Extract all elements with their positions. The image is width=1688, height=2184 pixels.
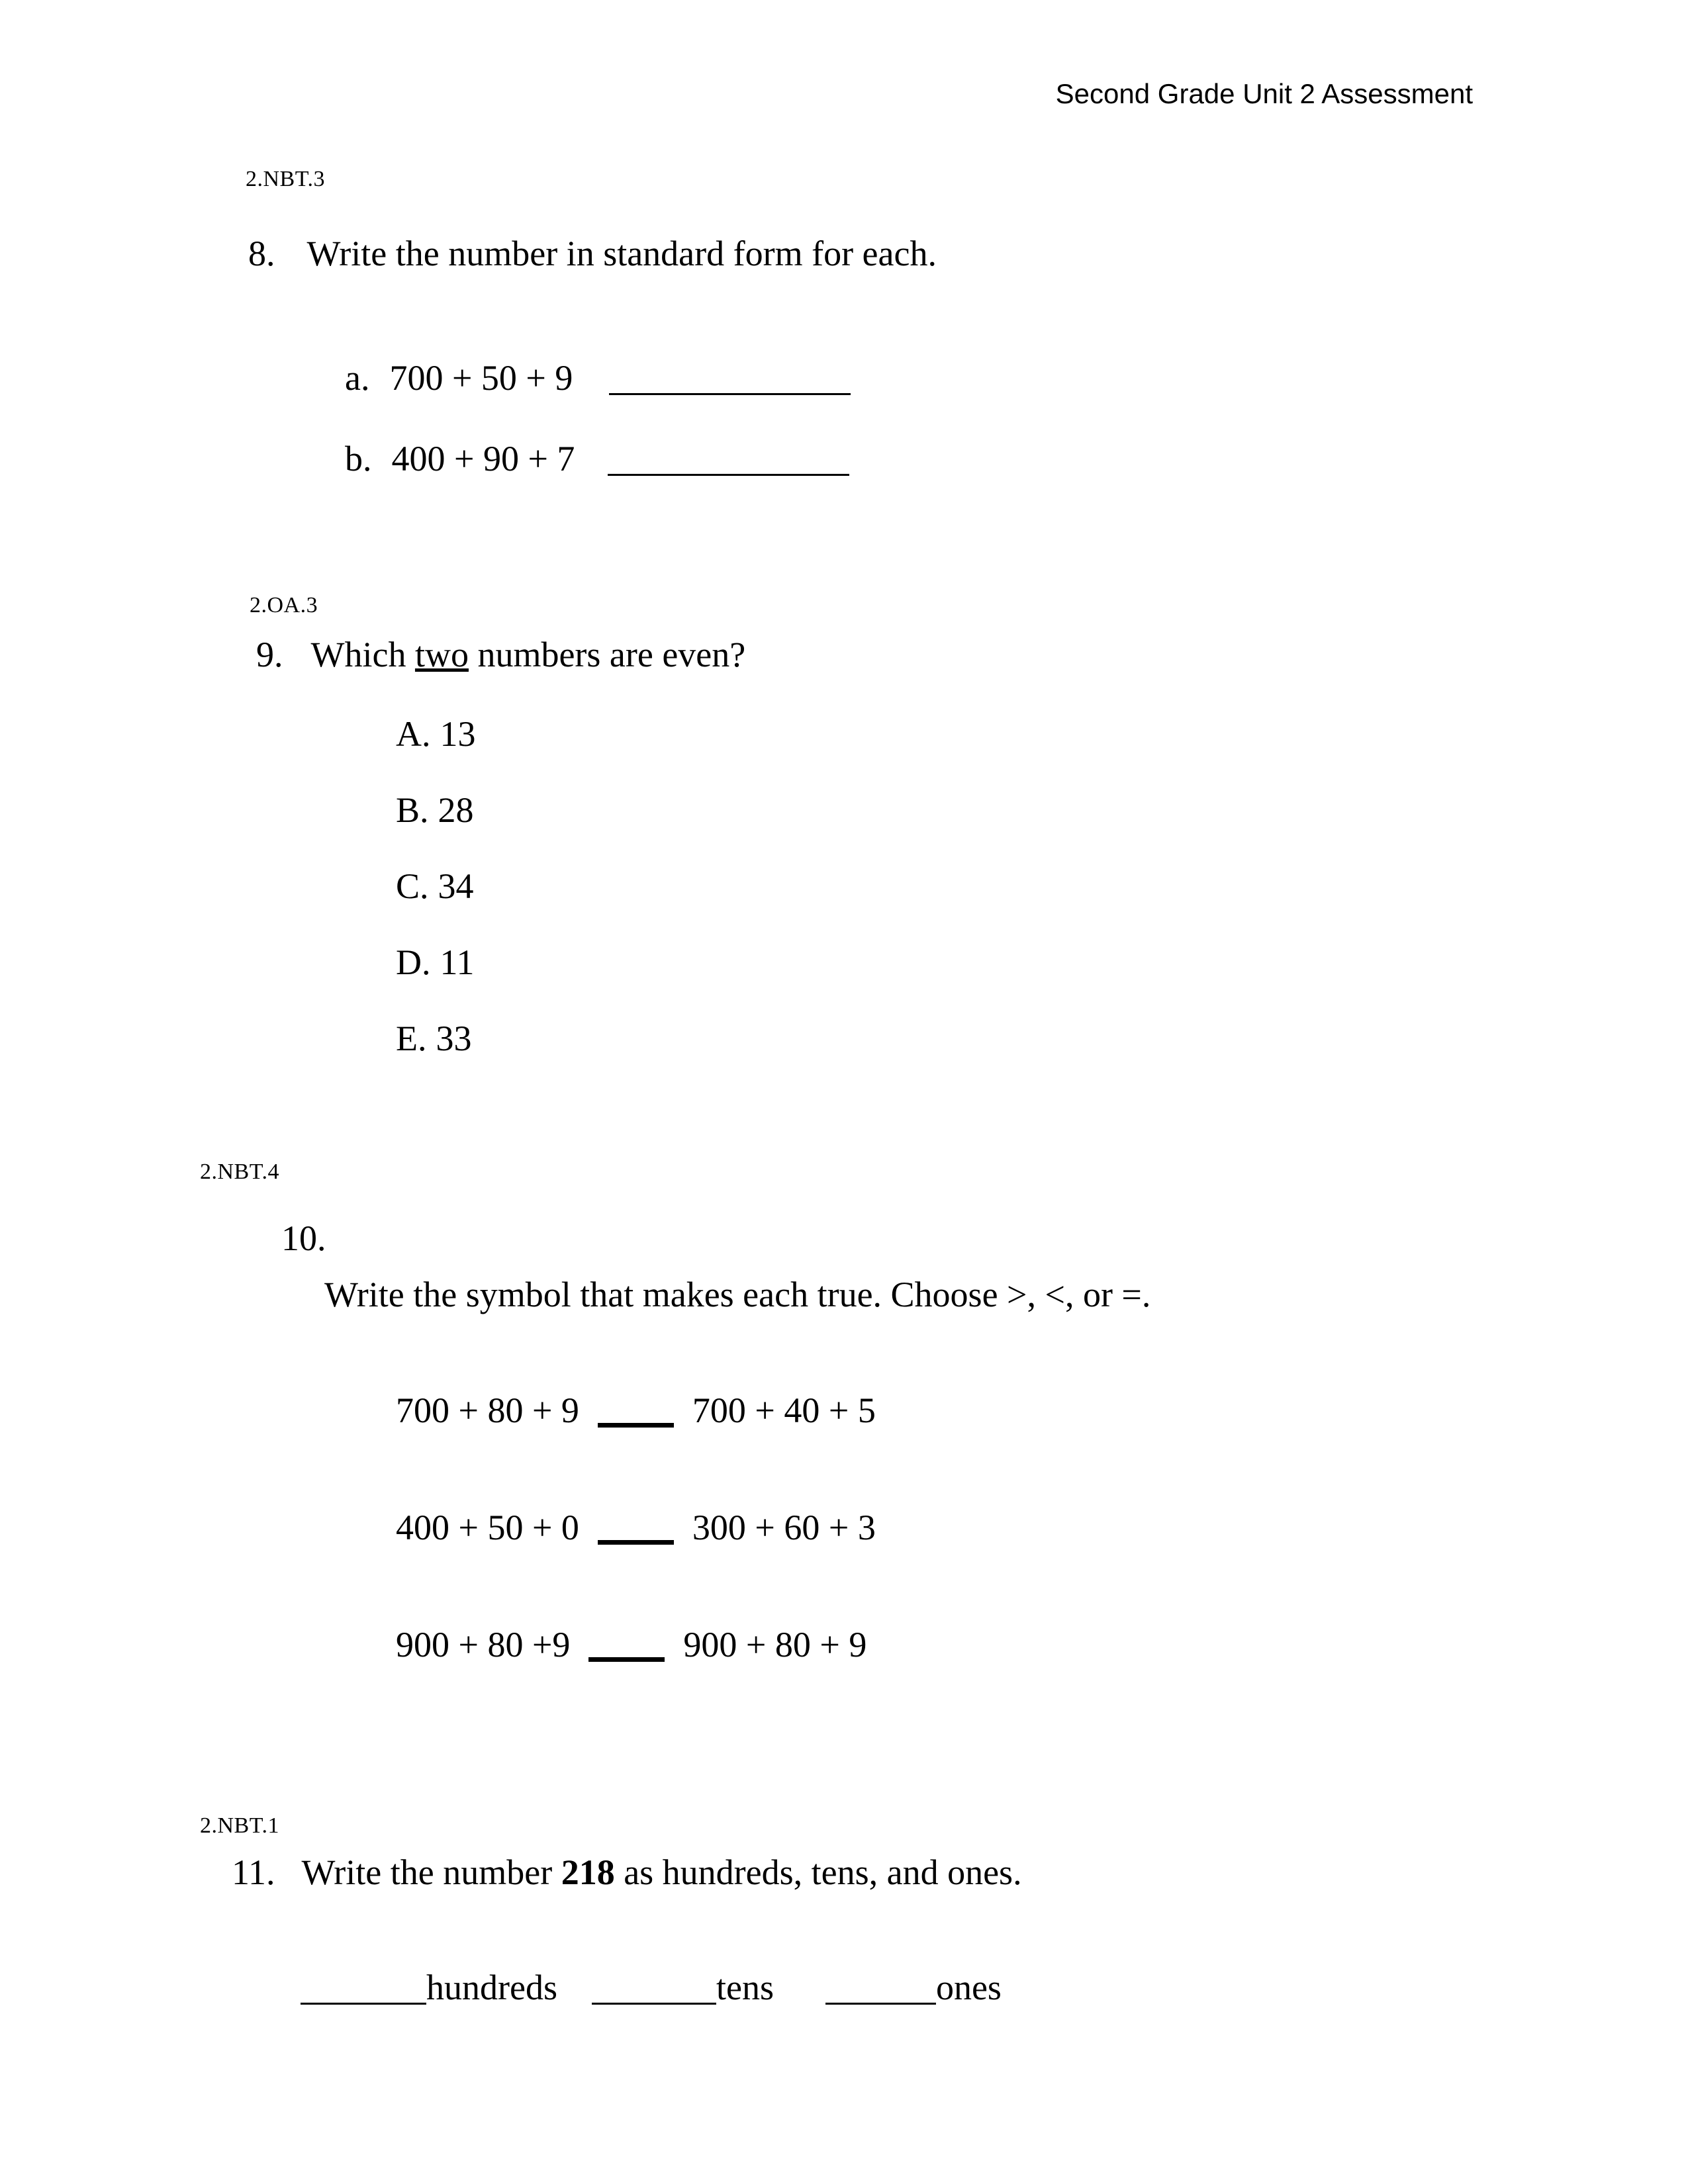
- expression: 700 + 50 + 9: [389, 358, 573, 398]
- question-number: 8.: [248, 234, 275, 273]
- comparison-row: [396, 1507, 876, 1548]
- right-expression: 700 + 40 + 5: [692, 1390, 876, 1430]
- answer-blank: [608, 474, 849, 476]
- choice-item: [396, 942, 475, 983]
- left-expression: 400 + 50 + 0: [396, 1508, 579, 1547]
- question-9-heading: [256, 634, 745, 675]
- choice-item: [396, 790, 474, 831]
- question-number: 9.: [256, 635, 283, 674]
- answer-blank: [825, 2003, 936, 2005]
- answer-blank: [609, 393, 851, 395]
- question-prompt-part: as hundreds, tens, and ones.: [624, 1852, 1022, 1892]
- choice-value: 28: [438, 790, 474, 830]
- question-prompt-part: numbers are even?: [477, 635, 746, 674]
- standard-label-q9: 2.OA.3: [250, 593, 318, 617]
- standard-label-q10: 2.NBT.4: [200, 1160, 279, 1184]
- bold-number: 218: [561, 1852, 615, 1892]
- answer-blank: [592, 2003, 716, 2005]
- choice-item: [396, 713, 476, 754]
- choice-value: 11: [440, 942, 475, 982]
- q11-answer-row: [301, 1967, 1002, 2008]
- right-expression: 300 + 60 + 3: [692, 1508, 876, 1547]
- question-number: 10.: [281, 1218, 326, 1258]
- expression: 400 + 90 + 7: [391, 439, 575, 478]
- choice-label: C.: [396, 866, 429, 906]
- choice-value: 34: [438, 866, 474, 906]
- underlined-word: two: [414, 635, 469, 674]
- choice-label: A.: [396, 714, 431, 754]
- part-label: b.: [345, 439, 372, 478]
- question-11-heading: [232, 1852, 1022, 1893]
- document-title: Second Grade Unit 2 Assessment: [1055, 78, 1473, 109]
- answer-blank: [588, 1657, 665, 1662]
- standard-label-q11: 2.NBT.1: [200, 1813, 279, 1838]
- question-prompt: Write the number in standard form for each.: [306, 234, 937, 273]
- question-prompt-part: Write the number: [301, 1852, 553, 1892]
- question-number: 11.: [232, 1852, 275, 1892]
- part-label: a.: [345, 358, 370, 398]
- left-expression: 700 + 80 + 9: [396, 1390, 579, 1430]
- comparison-row: [396, 1390, 876, 1431]
- standard-label-q8: 2.NBT.3: [246, 167, 325, 191]
- question-8-heading: [248, 233, 937, 274]
- choice-value: 33: [436, 1019, 472, 1058]
- question-prompt-part: Which: [310, 635, 406, 674]
- left-expression: 900 + 80 +9: [396, 1625, 571, 1664]
- blank-label: hundreds: [426, 1968, 557, 2007]
- right-expression: 900 + 80 + 9: [683, 1625, 867, 1664]
- choice-item: [396, 1018, 472, 1059]
- choice-label: B.: [396, 790, 429, 830]
- answer-blank: [301, 2003, 426, 2005]
- choice-value: 13: [440, 714, 476, 754]
- choice-item: [396, 866, 474, 907]
- q8-part-b: [345, 438, 849, 479]
- choice-label: D.: [396, 942, 431, 982]
- question-prompt: Write the symbol that makes each true. Choose >, <, or =.: [324, 1275, 1151, 1314]
- blank-label: ones: [935, 1968, 1002, 2007]
- comparison-row: [396, 1624, 867, 1665]
- q8-part-a: [345, 357, 851, 398]
- choice-label: E.: [396, 1019, 427, 1058]
- answer-blank: [598, 1423, 674, 1428]
- answer-blank: [598, 1540, 674, 1545]
- blank-label: tens: [716, 1968, 774, 2007]
